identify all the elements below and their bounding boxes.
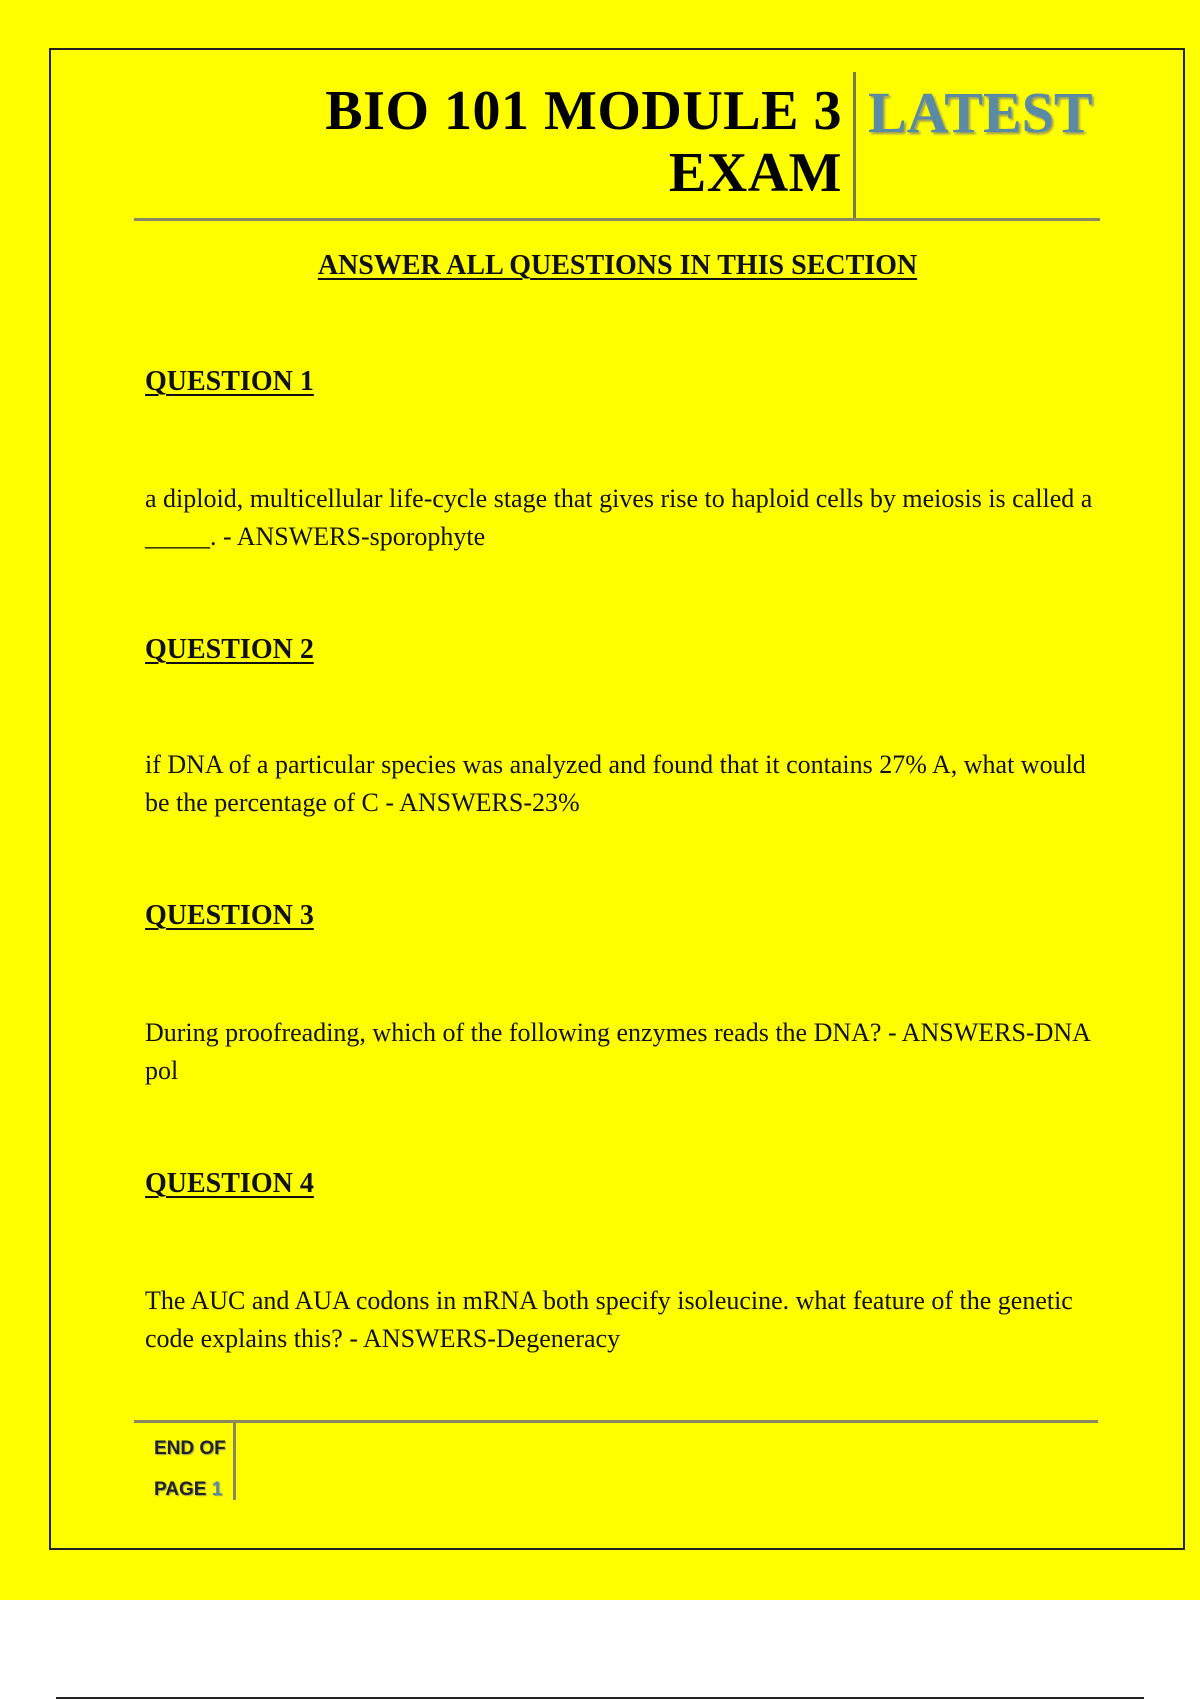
page-number: 1 [211, 1479, 223, 1500]
footer-divider [233, 1423, 236, 1500]
footer-rule [134, 1420, 1098, 1423]
question-2-text: if DNA of a particular species was analyzed and found that it contains 27% A, what would be the percentage of C - ANSWERS-23% [145, 750, 1086, 817]
question-4-heading: QUESTION 4 [145, 1168, 314, 1199]
page-footer [154, 1428, 234, 1510]
question-3-text: During proofreading, which of the following enzymes reads the DNA? - ANSWERS-DNA pol [145, 1018, 1090, 1085]
question-1-heading: QUESTION 1 [145, 366, 314, 397]
title-divider [853, 72, 856, 218]
bottom-rule [56, 1697, 1144, 1699]
question-1-text: a diploid, multicellular life-cycle stage that gives rise to haploid cells by meiosis is called a _____. - ANSWERS-sporophyte [145, 484, 1093, 551]
section-heading: ANSWER ALL QUESTIONS IN THIS SECTION [317, 250, 918, 281]
question-2-heading: QUESTION 2 [145, 634, 314, 665]
question-3-heading: QUESTION 3 [145, 900, 314, 931]
title-line-2: EXAM [668, 142, 842, 204]
title-line-1: BIO 101 MODULE 3 [325, 80, 842, 142]
page-title [325, 80, 842, 204]
question-4-text: The AUC and AUA codons in mRNA both specify isoleucine. what feature of the genetic code explains this? - ANSWERS-Degeneracy [145, 1286, 1073, 1353]
title-latest-label: LATEST [868, 80, 1093, 145]
footer-line-2 [154, 1469, 234, 1510]
footer-page-label: PAGE [154, 1479, 207, 1500]
header-rule [134, 218, 1100, 221]
footer-line-1: END OF [154, 1438, 226, 1459]
